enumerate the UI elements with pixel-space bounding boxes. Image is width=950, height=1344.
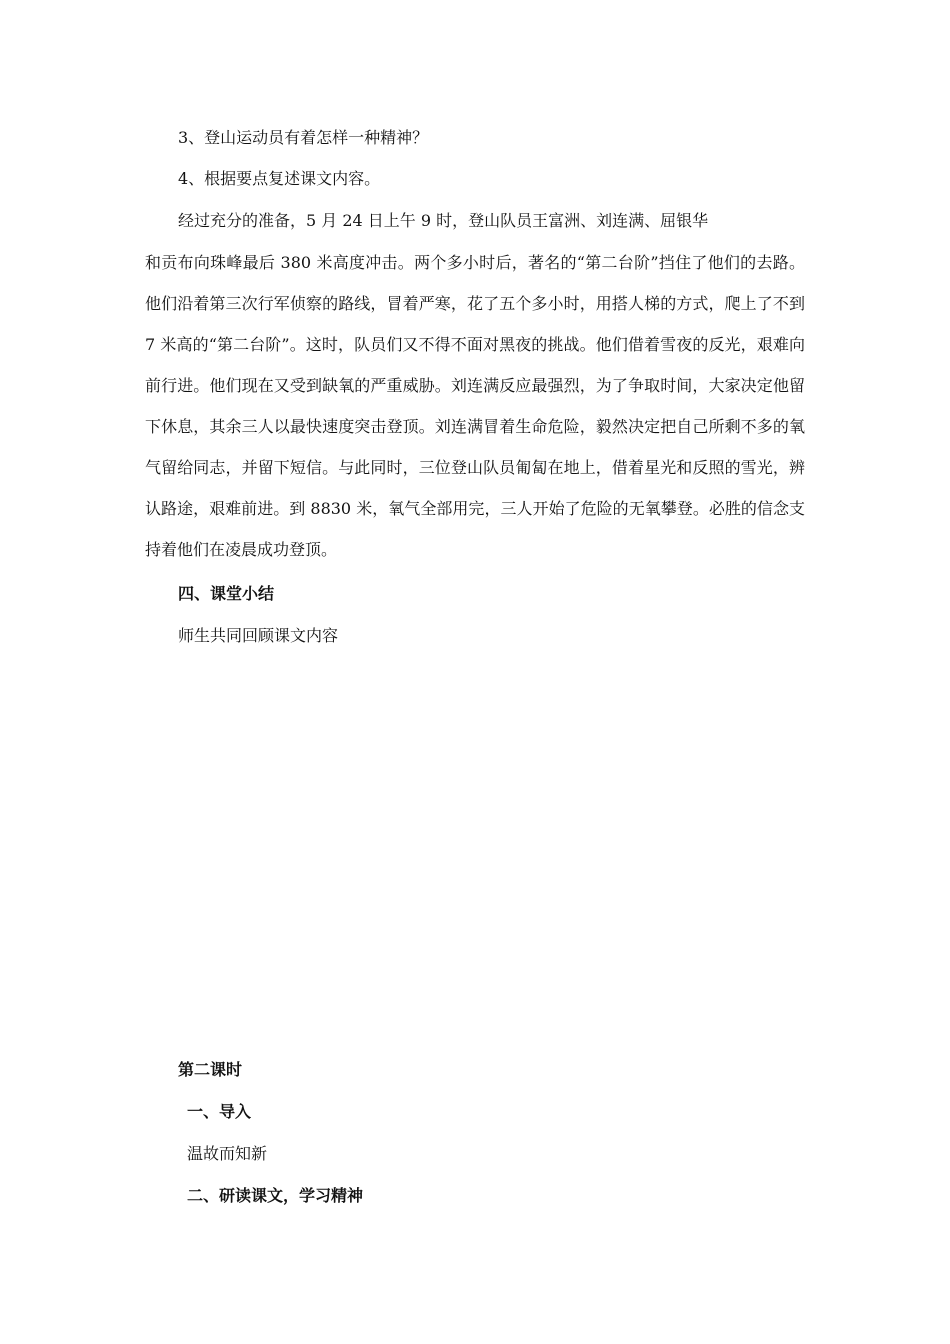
passage-body: 和贡布向珠峰最后 380 米高度冲击。两个多小时后，著名的“第二台阶”挡住了他们的去路。他们沿着第三次行军侦察的路线，冒着严寒，花了五个多小时，用搭人梯的方式，爬上了不到 7 米高的“第二台阶”。这时，队员们又不得不面对黑夜的挑战。他们借着雪夜的反光，艰难向前行进。他们现在又受到缺氧的严重威胁。刘连满反应最强烈，为了争取时间，大家决定他留下休息，其余三人以最快速度突击登顶。刘连满冒着生命危险，毅然决定把自己所剩不多的氧气留给同志，并留下短信。与此同时，三位登山队员匍匐在地上，借着星光和反照的雪光，辨认路途，艰难前进。到 8830 米，氧气全部用完，三人开始了危险的无氧攀登。必胜的信念支持着他们在凌晨成功登顶。 [145, 253, 805, 559]
lesson2-title: 第二课时 [178, 1060, 243, 1079]
question-4: 4、根据要点复述课文内容。 [178, 169, 381, 188]
section4-text: 师生共同回顾课文内容 [178, 626, 339, 645]
passage-first-line: 经过充分的准备，5 月 24 日上午 9 时，登山队员王富洲、刘连满、屈银华 [178, 211, 709, 230]
lesson2-intro-text: 温故而知新 [187, 1144, 268, 1163]
section4-heading: 四、课堂小结 [178, 584, 275, 603]
question-3: 3、登山运动员有着怎样一种精神？ [178, 128, 429, 147]
lesson2-study-heading: 二、研读课文，学习精神 [187, 1186, 364, 1205]
lesson2-intro-heading: 一、导入 [187, 1102, 252, 1121]
